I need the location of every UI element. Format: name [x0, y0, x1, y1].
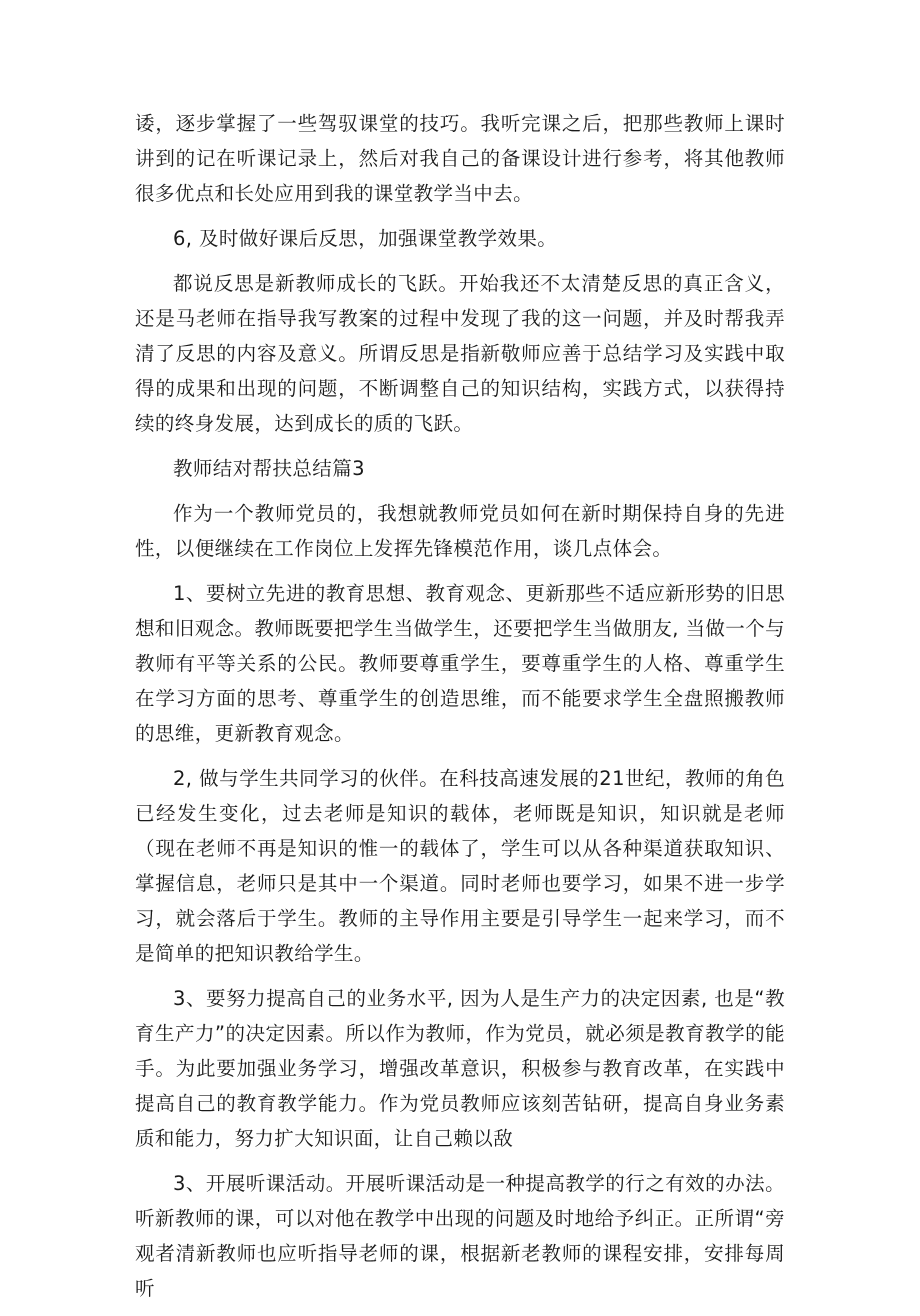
paragraph-item-6-heading: 6, 及时做好课后反思，加强课堂教学效果。 — [173, 227, 558, 250]
paragraph-intro: 作为一个教师党员的，我想就教师党员如何在新时期保持自身的先进性，以便继续在工作岗位上发挥先锋模范作用，谈几点体会。 — [135, 502, 785, 560]
paragraph-point-3: 3、要努力提高自己的业务水平, 因为人是生产力的决定因素, 也是“教育生产力”的决定因素。所以作为教师，作为党员，就必须是教育教学的能手。为此要加强业务学习，增强改革意识，积极参与教育改革，在实践中提高自己的教育教学能力。作为党员教师应该刻苦钻研，提高自身业务素质和能力，努力扩大知识面，让自己赖以敌 — [135, 987, 785, 1150]
paragraph-point-2: 2, 做与学生共同学习的伙伴。在科技高速发展的21世纪，教师的角色已经发生变化，过去老师是知识的载体，老师既是知识，知识就是老师（现在老师不再是知识的惟一的载体了，学生可以从各种渠道获取知识、掌握信息，老师只是其中一个渠道。同时老师也要学习，如果不进一步学习，就会落后于学生。教师的主导作用主要是引导学生一起来学习，而不是简单的把知识教给学生。 — [135, 767, 785, 965]
document-body — [135, 106, 785, 1316]
section-title: 教师结对帮扶总结篇3 — [173, 457, 365, 480]
paragraph-point-1: 1、要树立先进的教育思想、教育观念、更新那些不适应新形势的旧思想和旧观念。教师既要把学生当做学生，还要把学生当做朋友, 当做一个与教师有平等关系的公民。教师要尊重学生，要尊重学生的人格、尊重学生在学习方面的思考、尊重学生的创造思维，而不能要求学生全盘照搬教师的思维，更新教育观念。 — [135, 582, 785, 745]
paragraph-continuation: 诿，逐步掌握了一些驾驭课堂的技巧。我听完课之后，把那些教师上课时讲到的记在听课记录上，然后对我自己的备课设计进行参考，将其他教师很多优点和长处应用到我的课堂教学当中去。 — [135, 112, 785, 205]
paragraph-reflection: 都说反思是新教师成长的飞跃。开始我还不太清楚反思的真正含义，还是马老师在指导我写教案的过程中发现了我的这一问题，并及时帮我弄清了反思的内容及意义。所谓反思是指新敬师应善于总结学习及实践中取得的成果和出现的问题，不断调整自己的知识结构，实践方式，以获得持续的终身发展，达到成长的质的飞跃。 — [135, 272, 785, 435]
paragraph-listening-activity: 3、开展听课活动。开展听课活动是一种提高教学的行之有效的办法。听新教师的课，可以对他在教学中出现的问题及时地给予纠正。正所谓“旁观者清新教师也应听指导老师的课，根据新老教师的课程安排，安排每周听 — [135, 1172, 785, 1300]
